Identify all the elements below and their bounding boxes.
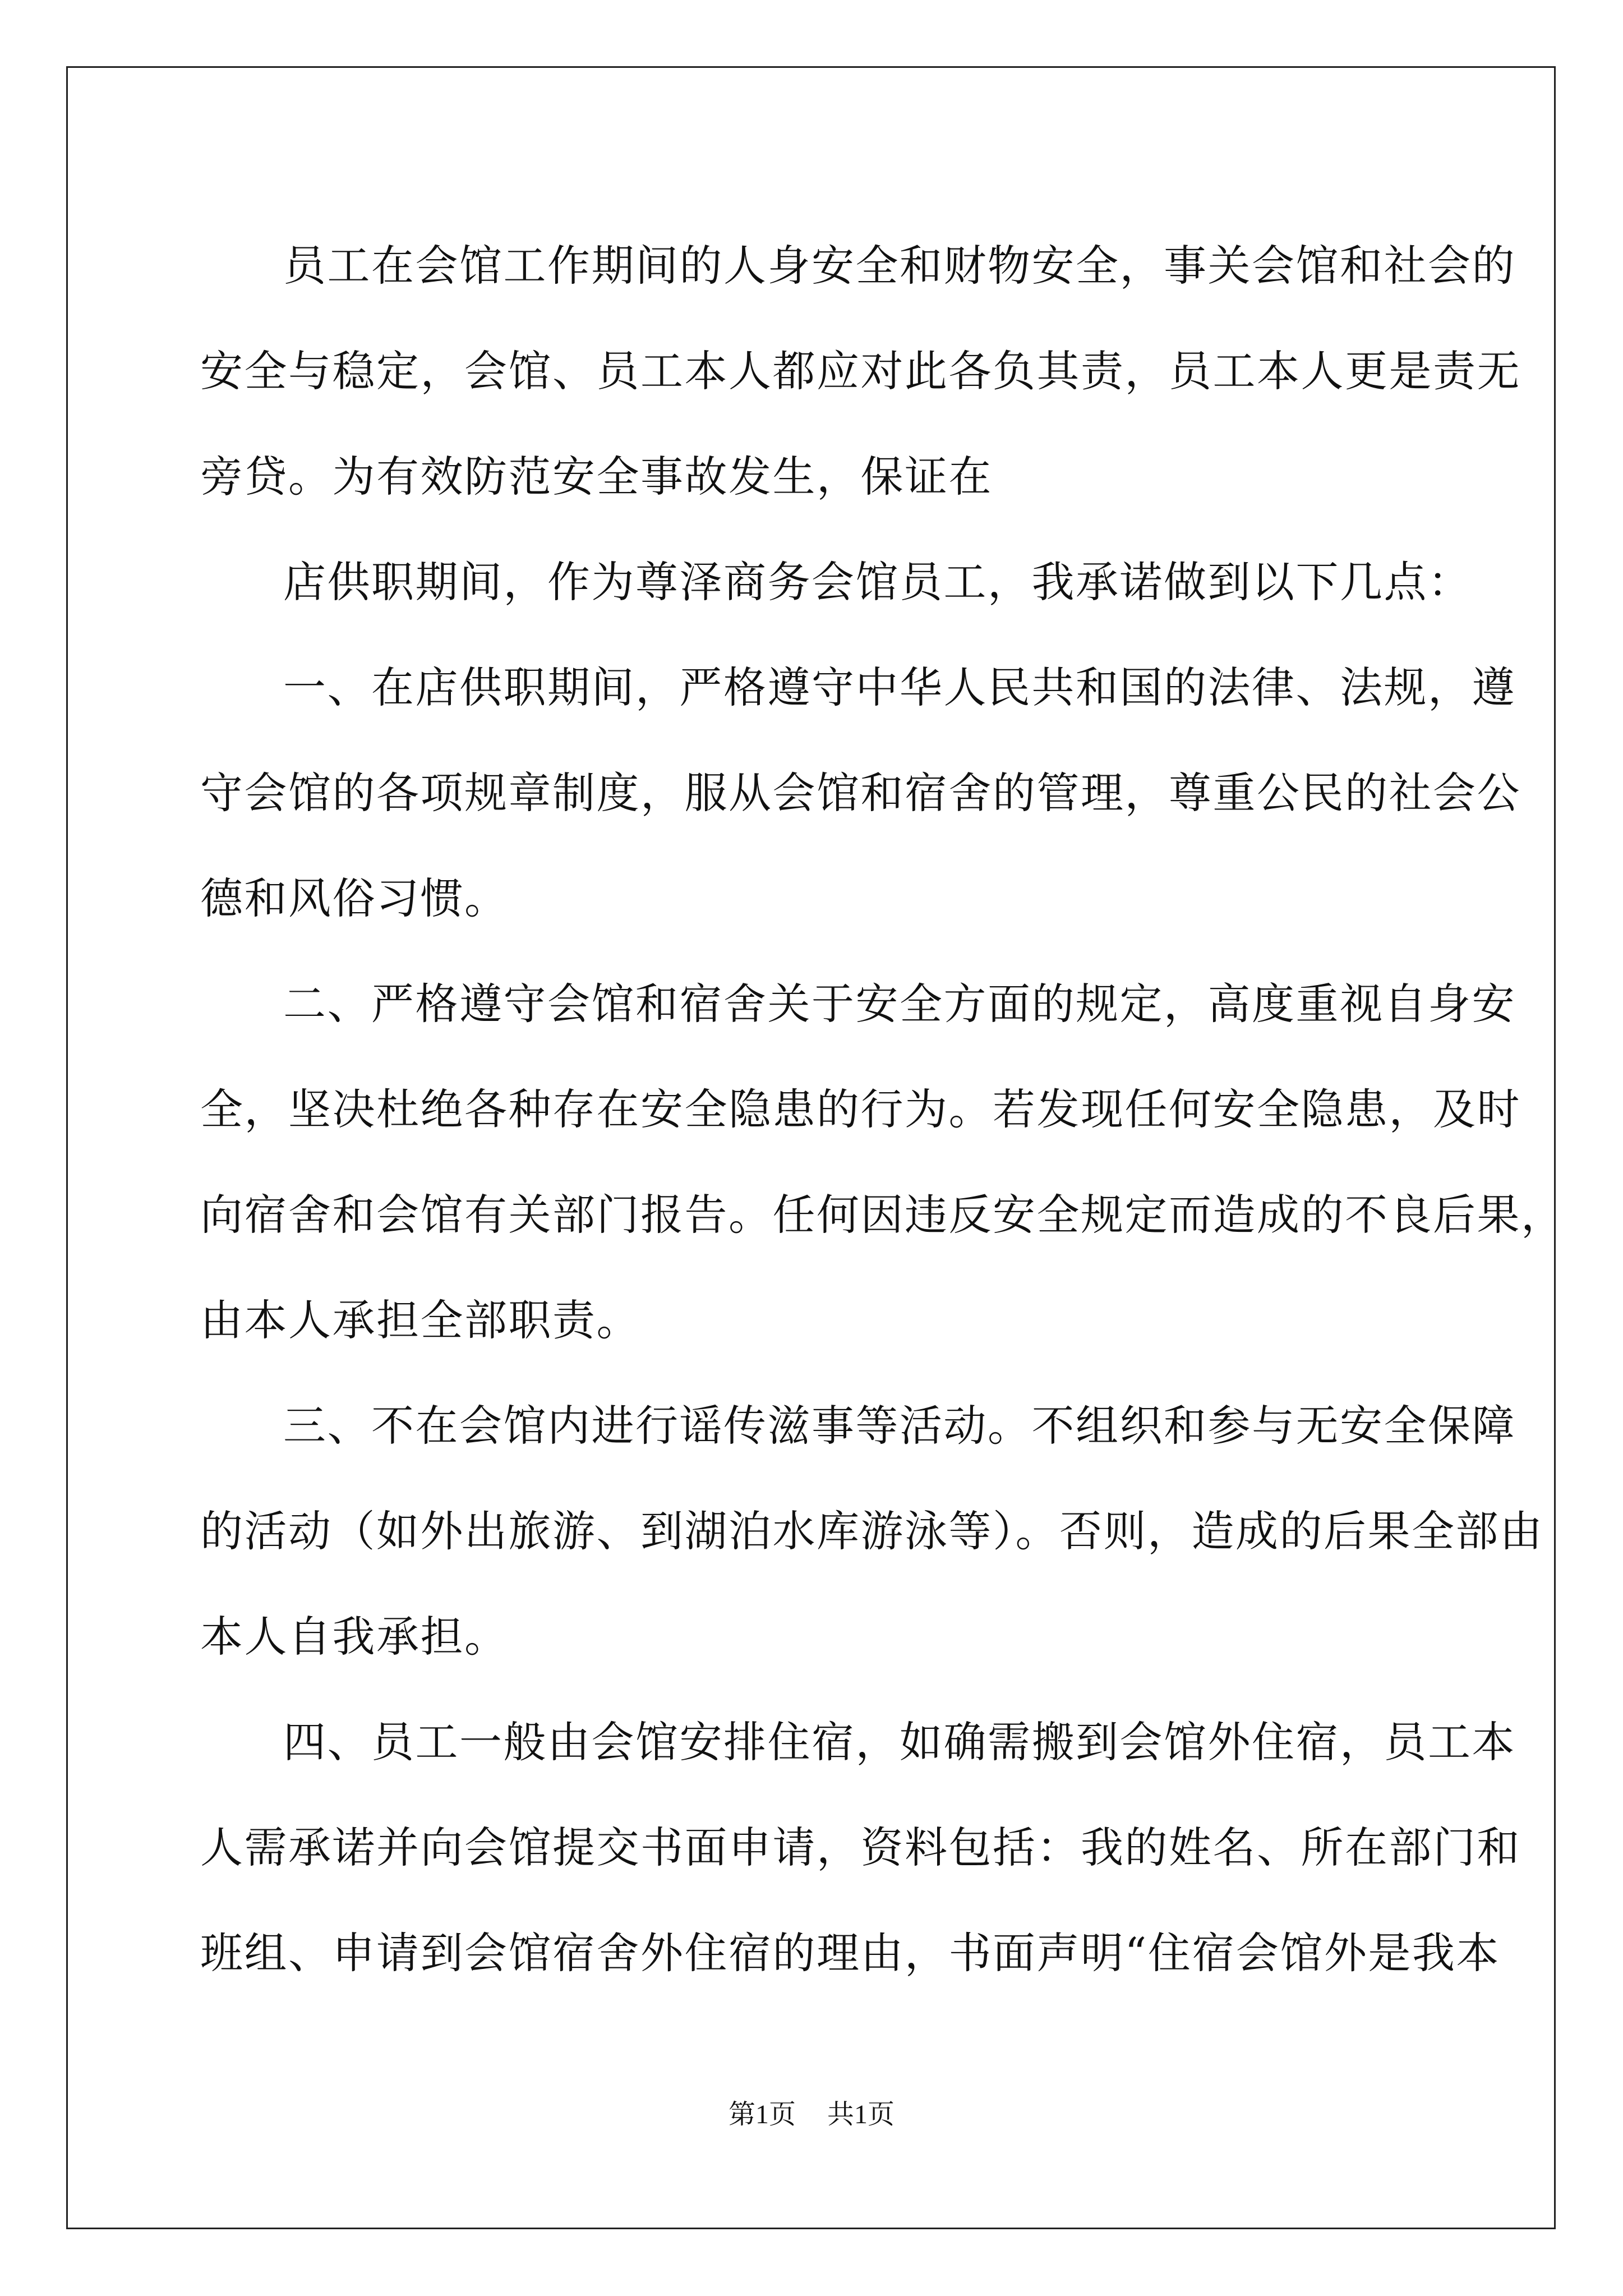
text-line: 守会馆的各项规章制度，服从会馆和宿舍的管理，尊重公民的社会公 (200, 768, 1521, 818)
text-line: 全，坚决杜绝各种存在安全隐患的行为。若发现任何安全隐患，及时 (200, 1084, 1521, 1134)
text-line: 四、员工一般由会馆安排住宿，如确需搬到会馆外住宿，员工本 (283, 1717, 1516, 1767)
page-footer (0, 2098, 1623, 2132)
text-line: 本人自我承担。 (200, 1612, 509, 1662)
paragraph-intro (200, 213, 1521, 530)
paragraph-item-4 (200, 1690, 1521, 2006)
text-line: 店供职期间，作为尊泽商务会馆员工，我承诺做到以下几点： (283, 557, 1472, 607)
text-line: 员工在会馆工作期间的人身安全和财物安全，事关会馆和社会的 (283, 241, 1516, 291)
paragraph-pledge-lead (200, 530, 1472, 635)
page-total: 共1页 (827, 2100, 895, 2129)
text-line: 由本人承担全部职责。 (200, 1295, 640, 1345)
text-line: 二、严格遵守会馆和宿舍关于安全方面的规定，高度重视自身安 (283, 979, 1516, 1029)
text-line: 的活动（如外出旅游、到湖泊水库游泳等）。否则，造成的后果全部由 (200, 1506, 1544, 1556)
page-number: 第1页 (728, 2100, 796, 2129)
text-line: 班组、申请到会馆宿舍外住宿的理由，书面声明“住宿会馆外是我本 (200, 1928, 1500, 1978)
text-line: 人需承诺并向会馆提交书面申请，资料包括：我的姓名、所在部门和 (200, 1823, 1521, 1872)
text-line: 德和风俗习惯。 (200, 873, 509, 923)
text-line: 向宿舍和会馆有关部门报告。任何因违反安全规定而造成的不良后果， (200, 1190, 1565, 1240)
paragraph-item-3 (200, 1373, 1544, 1690)
text-line: 旁贷。为有效防范安全事故发生，保证在 (200, 452, 993, 501)
paragraph-item-2 (200, 951, 1565, 1373)
text-line: 安全与稳定，会馆、员工本人都应对此各负其责，员工本人更是责无 (200, 346, 1521, 396)
paragraph-item-1 (200, 635, 1521, 951)
text-line: 三、不在会馆内进行谣传滋事等活动。不组织和参与无安全保障 (283, 1401, 1516, 1451)
document-body (200, 213, 1565, 2006)
text-line: 一、在店供职期间，严格遵守中华人民共和国的法律、法规，遵 (283, 662, 1516, 712)
